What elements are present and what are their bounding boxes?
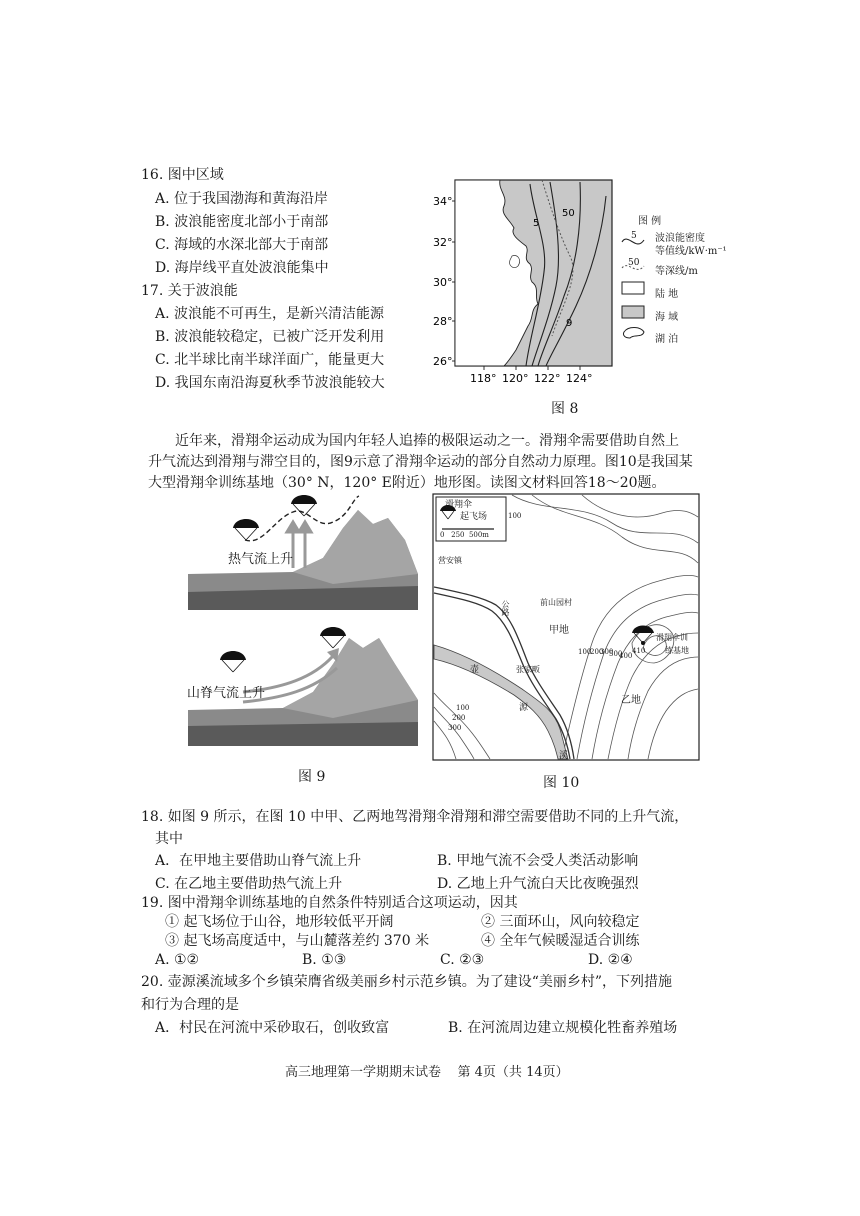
q17-stem: 17. 关于波浪能	[141, 283, 238, 299]
fig10-scale: 0 250 500m	[440, 531, 489, 539]
q20-option-a: A．村民在河流中采砂取石，创收致富	[155, 1020, 390, 1036]
fig10-caption: 图 10	[543, 775, 580, 791]
fig10-town: 营安镇	[438, 556, 462, 565]
fig8-lon-124: 124°	[566, 372, 593, 385]
fig10-legend-title-1: 滑翔伞	[445, 500, 473, 510]
fig8-legend-wave-label-2: 等值线/kW·m⁻¹	[655, 246, 727, 257]
q20-stem-line-1: 20. 壶源溪流域多个乡镇荣膺省级美丽乡村示范乡镇。为了建设“美丽乡村”，下列措施	[141, 974, 673, 990]
fig10-contour-6: 500	[609, 650, 623, 658]
fig10-village-2: 张家畈	[516, 665, 540, 674]
q20-stem-line-2: 和行为合理的是	[141, 997, 239, 1013]
fig10-legend-title-2: 起飞场	[460, 512, 488, 522]
q17-option-a: A. 波浪能不可再生，是新兴清洁能源	[155, 306, 385, 322]
fig10-contour-3: 200	[590, 648, 604, 656]
q17-option-d: D. 我国东南沿海夏秋季节波浪能较大	[155, 375, 385, 391]
fig8-legend-sea: 海 域	[655, 312, 679, 323]
fig8-contour-5: 5	[533, 218, 540, 229]
q16-option-b: B. 波浪能密度北部小于南部	[155, 214, 329, 230]
fig8-contour-50: 50	[562, 208, 575, 219]
fig10-contour-4: 300	[600, 648, 614, 656]
q18-option-a: A．在甲地主要借助山脊气流上升	[155, 853, 362, 869]
fig9-caption: 图 9	[298, 769, 326, 785]
fig8-legend-land: 陆 地	[655, 289, 679, 300]
fig10-contour-7: 100	[456, 704, 470, 712]
fig10-base-2: 练基地	[665, 646, 689, 655]
fig8-contour-9: 9	[566, 318, 573, 329]
q19-option-c: C. ②③	[440, 952, 485, 968]
fig8-caption: 图 8	[551, 401, 579, 417]
fig10-river-3: 溪	[559, 751, 569, 761]
fig10-jia: 甲地	[549, 625, 569, 636]
q19-item-1: ① 起飞场位于山谷，地形较低平开阔	[165, 914, 394, 930]
fig8-legend-title: 图 例	[638, 216, 662, 227]
q18-stem-line-1: 18. 如图 9 所示，在图 10 中甲、乙两地驾滑翔伞滑翔和滞空需要借助不同的上升气流，	[141, 809, 689, 825]
q19-item-4: ④ 全年气候暖湿适合训练	[481, 933, 640, 949]
fig8-legend-depth-label: 等深线/m	[655, 266, 698, 277]
fig8-legend-depth-num: 50	[628, 258, 640, 268]
intro-line-3: 大型滑翔伞训练基地（30° N，120° E附近）地形图。读图文材料回答18～20题。	[148, 475, 666, 491]
q19-item-2: ② 三面环山，风向较稳定	[481, 914, 640, 930]
intro-line-2: 升气流达到滑翔与滞空目的，图9示意了滑翔伞运动的部分自然动力原理。图10是我国某	[148, 454, 693, 470]
fig10-yi: 乙地	[621, 695, 641, 706]
q18-stem-line-2: 其中	[155, 831, 183, 847]
fig8-legend-lake: 湖 泊	[655, 334, 679, 345]
fig10-road: 公路	[501, 600, 510, 616]
q16-stem: 16. 图中区域	[141, 167, 224, 183]
fig8-lat-26: 26°	[433, 355, 453, 368]
q16-option-d: D. 海岸线平直处波浪能集中	[155, 260, 329, 276]
fig8-legend-wave-label-1: 波浪能密度	[655, 233, 705, 244]
page-footer: 高三地理第一学期期末试卷 第 4页（共 14页）	[285, 1065, 569, 1080]
fig9-label-thermal: 热气流上升	[228, 552, 294, 567]
q18-option-d: D. 乙地上升气流白天比夜晚强烈	[437, 876, 639, 892]
q18-option-c: C. 在乙地主要借助热气流上升	[155, 876, 343, 892]
fig10-spot-height: 410	[632, 647, 646, 655]
q17-option-b: B. 波浪能较稳定，已被广泛开发利用	[155, 329, 385, 345]
q20-option-b: B. 在河流周边建立规模化牲畜养殖场	[448, 1020, 678, 1036]
q16-option-a: A. 位于我国渤海和黄海沿岸	[155, 191, 329, 207]
fig10-village-1: 前山园村	[540, 598, 572, 607]
q18-option-b: B. 甲地气流不会受人类活动影响	[437, 853, 639, 869]
fig10-base-1: 滑翔伞训	[656, 633, 688, 642]
q19-item-3: ③ 起飞场高度适中，与山麓落差约 370 米	[165, 933, 430, 949]
fig10-contour-5: 400	[619, 652, 633, 660]
fig10-river-1: 壶	[470, 665, 480, 675]
fig10-river-2: 源	[519, 703, 529, 713]
q16-option-c: C. 海域的水深北部大于南部	[155, 237, 329, 253]
fig10-contour-8: 200	[452, 714, 466, 722]
fig8-lat-30: 30°	[433, 276, 453, 289]
q17-option-c: C. 北半球比南半球洋面广，能量更大	[155, 352, 385, 368]
fig8-lon-118: 118°	[470, 372, 497, 385]
fig8-lon-120: 120°	[502, 372, 529, 385]
fig8-legend-wave-num: 5	[631, 231, 637, 241]
fig8-lon-122: 122°	[534, 372, 561, 385]
fig8-lat-28: 28°	[433, 315, 453, 328]
q19-option-d: D. ②④	[588, 952, 633, 968]
fig10-contour-2: 100	[578, 648, 592, 656]
fig9-label-ridge: 山脊气流上升	[187, 686, 266, 701]
intro-line-1: 近年来，滑翔伞运动成为国内年轻人追捧的极限运动之一。滑翔伞需要借助自然上	[175, 433, 679, 449]
fig10-contour-9: 300	[448, 724, 462, 732]
fig8-lat-32: 32°	[433, 236, 453, 249]
q19-option-b: B. ①③	[302, 952, 347, 968]
q19-option-a: A. ①②	[155, 952, 200, 968]
fig8-lat-34: 34°	[433, 195, 453, 208]
fig10-contour-1: 100	[508, 512, 522, 520]
q19-stem: 19. 图中滑翔伞训练基地的自然条件特别适合这项运动，因其	[141, 895, 518, 911]
fig9-illustration	[183, 488, 425, 750]
